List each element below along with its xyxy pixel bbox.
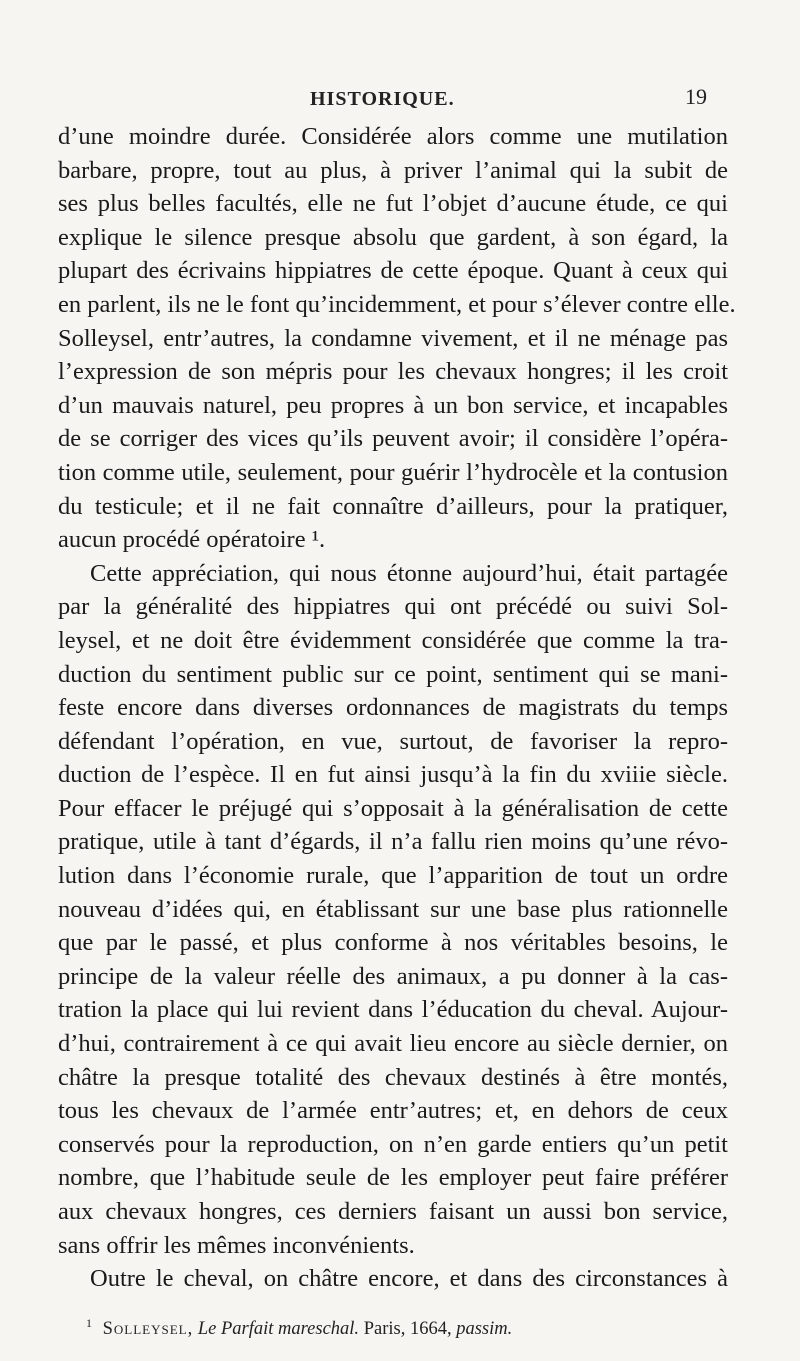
- text-line: tration la place qui lui revient dans l’éducation du cheval. Aujour-: [58, 996, 728, 1024]
- text-line: aucun procédé opératoire ¹.: [58, 526, 326, 554]
- text-line: explique le silence presque absolu que gardent, à son égard, la: [58, 223, 728, 251]
- text-line: nombre, que l’habitude seule de les employer peut faire préférer: [58, 1164, 728, 1192]
- text-line: barbare, propre, tout au plus, à priver l’animal qui la subit de: [58, 156, 728, 184]
- text-line: en parlent, ils ne le font qu’incidemment, et pour s’élever contre elle.: [58, 290, 736, 318]
- text-line: conservés pour la reproduction, on n’en garde entiers qu’un petit: [58, 1130, 728, 1158]
- text-line: principe de la valeur réelle des animaux, a pu donner à la cas-: [58, 962, 728, 990]
- body-text: [58, 120, 736, 1296]
- text-line: tous les chevaux de l’armée entr’autres; et, en dehors de ceux: [58, 1097, 728, 1125]
- text-line: l’expression de son mépris pour les chevaux hongres; il les croit: [58, 358, 728, 386]
- text-line: par la généralité des hippiatres qui ont précédé ou suivi Sol-: [58, 593, 728, 621]
- text-line: tion comme utile, seulement, pour guérir l’hydrocèle et la contusion: [58, 458, 728, 486]
- text-line: ses plus belles facultés, elle ne fut l’objet d’aucune étude, ce qui: [58, 190, 728, 218]
- footnote-author: Solleysel,: [102, 1319, 194, 1340]
- text-line: aux chevaux hongres, ces derniers faisant un aussi bon service,: [58, 1198, 728, 1225]
- text-line: sans offrir les mêmes inconvénients.: [58, 1231, 415, 1259]
- text-line: duction de l’espèce. Il en fut ainsi jusqu’à la fin du xviiie siècle.: [58, 761, 728, 789]
- text-line: Solleysel, entr’autres, la condamne vivement, et il ne ménage pas: [58, 324, 728, 352]
- footnote-details: Paris, 1664,: [363, 1319, 452, 1340]
- footnote-marker: 1: [86, 1316, 92, 1330]
- text-line: défendant l’opération, en vue, surtout, de favoriser la repro-: [58, 727, 728, 755]
- text-line: de se corriger des vices qu’ils peuvent avoir; il considère l’opéra-: [58, 425, 728, 453]
- text-line: Pour effacer le préjugé qui s’opposait à la généralisation de cette: [58, 794, 728, 822]
- text-line: lution dans l’économie rurale, que l’apparition de tout un ordre: [58, 862, 728, 890]
- text-line: Cette appréciation, qui nous étonne aujourd’hui, était partagée: [90, 559, 728, 587]
- text-line: plupart des écrivains hippiatres de cette époque. Quant à ceux qui: [58, 257, 728, 285]
- page-number: 19: [685, 84, 707, 109]
- footnote-passim: passim.: [456, 1319, 513, 1340]
- footnote-title: Le Parfait mareschal.: [197, 1319, 360, 1340]
- running-head: [0, 84, 800, 118]
- text-line: du testicule; et il ne fait connaître d’ailleurs, pour la pratiquer,: [58, 492, 728, 520]
- text-line: Outre le cheval, on châtre encore, et dans des circonstances à: [90, 1265, 728, 1293]
- text-line: d’un mauvais naturel, peu propres à un bon service, et incapables: [58, 391, 728, 419]
- running-head-title: HISTORIQUE.: [310, 88, 455, 110]
- text-line: feste encore dans diverses ordonnances de magistrats du temps: [58, 694, 728, 722]
- text-line: que par le passé, et plus conforme à nos véritables besoins, le: [58, 929, 728, 957]
- text-line: pratique, utile à tant d’égards, il n’a fallu rien moins qu’une révo-: [58, 828, 728, 856]
- text-line: duction du sentiment public sur ce point, sentiment qui se mani-: [58, 660, 728, 688]
- footnote: [86, 1316, 512, 1340]
- text-line: d’hui, contrairement à ce qui avait lieu encore au siècle dernier, on: [58, 1030, 728, 1058]
- text-line: nouveau d’idées qui, en établissant sur une base plus rationnelle: [58, 895, 728, 923]
- text-line: d’une moindre durée. Considérée alors comme une mutilation: [58, 123, 728, 150]
- text-line: leysel, et ne doit être évidemment considérée que comme la tra-: [58, 626, 728, 654]
- text-line: châtre la presque totalité des chevaux destinés à être montés,: [58, 1063, 728, 1091]
